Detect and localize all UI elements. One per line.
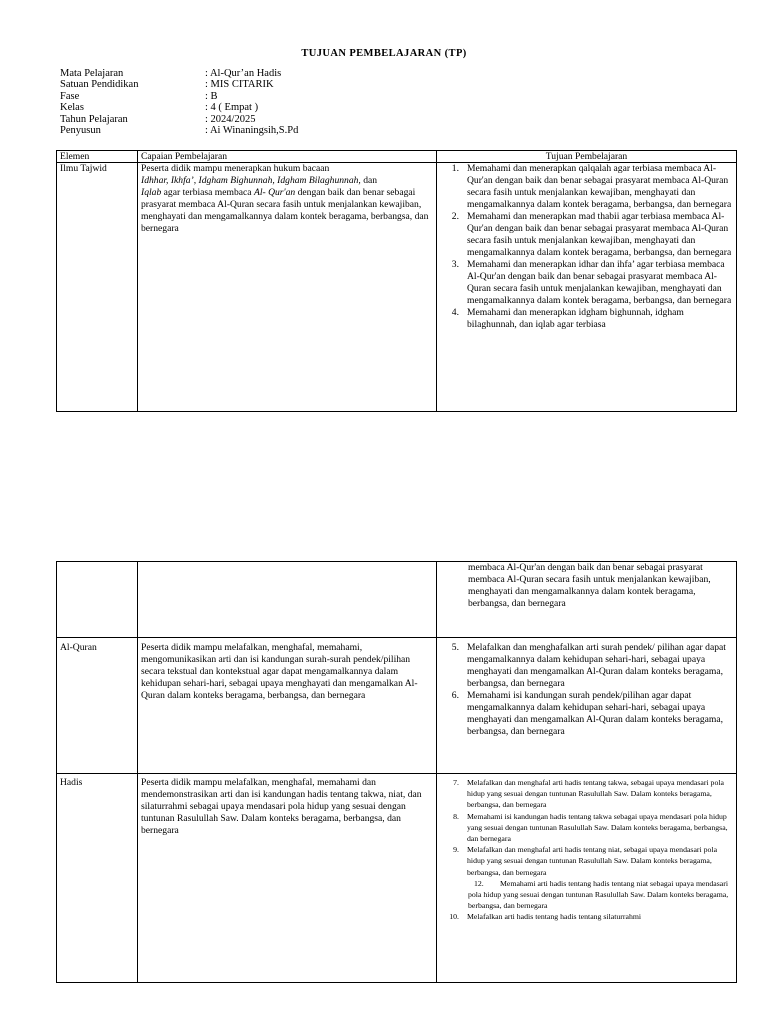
item-number: 12. [474,878,484,888]
elemen-cell: Hadis [57,774,138,983]
tujuan-cell [437,163,737,412]
item-text: Melafalkan arti hadis tentang hadis tentang silaturrahmi [467,912,642,922]
capaian-cell: Peserta didik mampu melafalkan, menghafal, memahami, mengomunikasikan arti dan isi kandungan surah-surah pendek/pilihan secara tekstual dan kontekstual agar dapat mengamalkannya dalam kehidupan sehari-hari, sebagai upaya menghayati dan mengamalkan Al-Quran dalam konteks beragama, berbangsa, dan bernegara [138,638,437,774]
item-text: Memahami isi kandungan hadis tentang takwa sebagai upaya mendasari pola hidup yang sesuai dengan tuntunan Rasulullah Saw. Dalam konteks beragama, berbangsa, dan bernegara [467,811,728,844]
info-key: Kelas [60,102,84,114]
table-header-row [57,151,737,163]
table-row [57,774,737,983]
info-value: : B [205,90,218,102]
item-text: Memahami dan menerapkan qalqalah agar terbiasa membaca Al-Qur'an dengan baik dan benar sebagai prasyarat membaca Al-Quran secara fasih untuk menjalankan kewajiban, menghayati dan mengamalkannya dalam kontek beragama, berbangsa, dan bernegara [467,163,732,210]
info-row [60,79,298,90]
list-item [440,878,733,912]
capaian-text: agar terbiasa membaca [161,187,254,198]
info-key: Fase [60,90,80,102]
tujuan-cell [437,562,737,638]
learning-goals-table-continued [56,561,737,983]
learning-goals-table [56,150,737,412]
info-value: : MIS CITARIK [205,79,274,91]
item-number: 6. [451,690,459,701]
list-item [440,690,733,738]
item-text: Melafalkan dan menghafalkan arti surah pendek/ pilihan agar dapat mengamalkannya dalam kehidupan sehari-hari, sebagai upaya menghayati dan mengamalkan Al-Quran dalam konteks beragama, berbangsa, dan bernegara [467,642,726,689]
item-number: 2. [451,211,459,222]
capaian-italic-text: Idhhar, Ikhfa’, Idgham Bighunnah, Idgham Bilaghunnah, [141,175,361,186]
tujuan-list [440,777,733,923]
info-key: Satuan Pendidikan [60,79,139,91]
list-item [440,642,733,690]
table-row [57,562,737,638]
tujuan-list [440,642,733,738]
item-text [468,878,733,912]
capaian-cell [138,562,437,638]
list-item [440,211,733,259]
info-value: : Ai Winaningsih,S.Pd [205,125,299,137]
item-text: Memahami dan menerapkan idgham bighunnah, idgham bilaghunnah, dan iqlab agar terbiasa [467,307,684,330]
capaian-text: dengan baik dan benar sebagai prasyarat membaca Al-Quran secara fasih untuk menjalankan kewajiban, menghayati dan mengamalkannya dalam kontek beragama, berbangsa, dan bernegara [141,187,429,234]
header-capaian: Capaian Pembelajaran [138,151,437,163]
tujuan-list [440,163,733,331]
info-block [60,68,298,136]
item-text: Melafalkan dan menghafal arti hadis tentang niat, sebagai upaya mendasari pola hidup yang sesuai dengan tuntunan Rasulullah Saw. Dalam konteks beragama, berbangsa, dan bernegara [467,845,718,877]
elemen-cell: Al-Quran [57,638,138,774]
table-row [57,163,737,412]
list-item [440,844,733,878]
document-title: TUJUAN PEMBELAJARAN (TP) [301,48,467,59]
item-number: 1. [451,163,459,174]
info-key: Penyusun [60,125,101,137]
info-row [60,114,298,125]
item-text: Memahami isi kandungan surah pendek/pilihan agar dapat mengamalkannya dalam kehidupan sehari-hari, sebagai upaya menghayati dan mengamalkan Al-Quran dalam konteks beragama, berbangsa, dan bernegara [467,690,724,737]
info-value: : 4 ( Empat ) [205,102,259,114]
elemen-cell: Ilmu Tajwid [57,163,138,412]
info-row [60,102,298,113]
info-row [60,68,298,79]
tujuan-cell [437,774,737,983]
item-number: 5. [451,642,459,653]
capaian-text: Peserta didik mampu menerapkan hukum bacaan [141,163,330,174]
info-row [60,125,298,136]
list-item [440,259,733,307]
info-value: : Al-Qur’an Hadis [205,68,282,79]
list-item [440,163,733,211]
capaian-text: dan [360,175,378,186]
item-number: 8. [453,811,459,821]
item-text-continued: membaca Al-Qur'an dengan baik dan benar sebagai prasyarat membaca Al-Quran secara fasih untuk menjalankan kewajiban, menghayati dan mengamalkannya dalam kontek beragama, berbangsa, dan bernegara [468,562,711,609]
list-item [440,307,733,331]
header-elemen: Elemen [57,151,138,163]
item-text-body: Memahami arti hadis tentang hadis tentang niat sebagai upaya mendasari pola hidup yang sesuai dengan tuntunan Rasulullah Saw. Dalam konteks beragama, berbangsa, dan bernegara [468,878,729,911]
list-item [440,811,733,845]
item-number: 9. [453,845,459,855]
item-number: 10. [449,912,459,922]
header-tujuan: Tujuan Pembelajaran [437,151,737,163]
capaian-italic-text: Iqlab [141,187,162,198]
item-number: 3. [451,259,459,270]
list-item [440,777,733,811]
item-text: Memahami dan menerapkan mad thabii agar terbiasa membaca Al-Qur'an dengan baik dan benar sebagai prasyarat membaca Al-Quran secara fasih untuk menjalankan kewajiban, menghayati dan mengamalkannya dalam kontek beragama, berbangsa, dan bernegara [467,211,732,258]
item-text: Memahami dan menerapkan idhar dan ihfa’ agar terbiasa membaca Al-Qur'an dengan baik dan benar sebagai prasyarat membaca Al-Quran secara fasih untuk menjalankan kewajiban, menghayati dan mengamalkannya dalam kontek beragama, berbangsa, dan bernegara [467,259,732,306]
table-row [57,638,737,774]
info-key: Tahun Pelajaran [60,113,128,125]
capaian-cell [138,163,437,412]
capaian-cell: Peserta didik mampu melafalkan, menghafal, memahami dan mendemonstrasikan arti dan isi kandungan hadis tentang takwa, niat, dan silaturrahmi sebagai upaya mendasari pola hidup yang sesuai dengan tuntunan Rasulullah Saw. Dalam konteks beragama, berbangsa, dan bernegara [138,774,437,983]
info-value: : 2024/2025 [205,113,256,125]
info-row [60,91,298,102]
item-number: 4. [451,307,459,318]
item-number: 7. [453,778,459,787]
list-item [440,911,733,922]
capaian-italic-text: Al- Qur'an [253,187,296,198]
elemen-cell [57,562,138,638]
item-text: Melafalkan dan menghafal arti hadis tentang takwa, sebagai upaya mendasari pola hidup yang sesuai dengan tuntunan Rasulullah Saw. Dalam konteks beragama, berbangsa, dan bernegara [467,778,724,810]
tujuan-cell [437,638,737,774]
info-key: Mata Pelajaran [60,68,124,79]
page-2 [0,540,768,1024]
